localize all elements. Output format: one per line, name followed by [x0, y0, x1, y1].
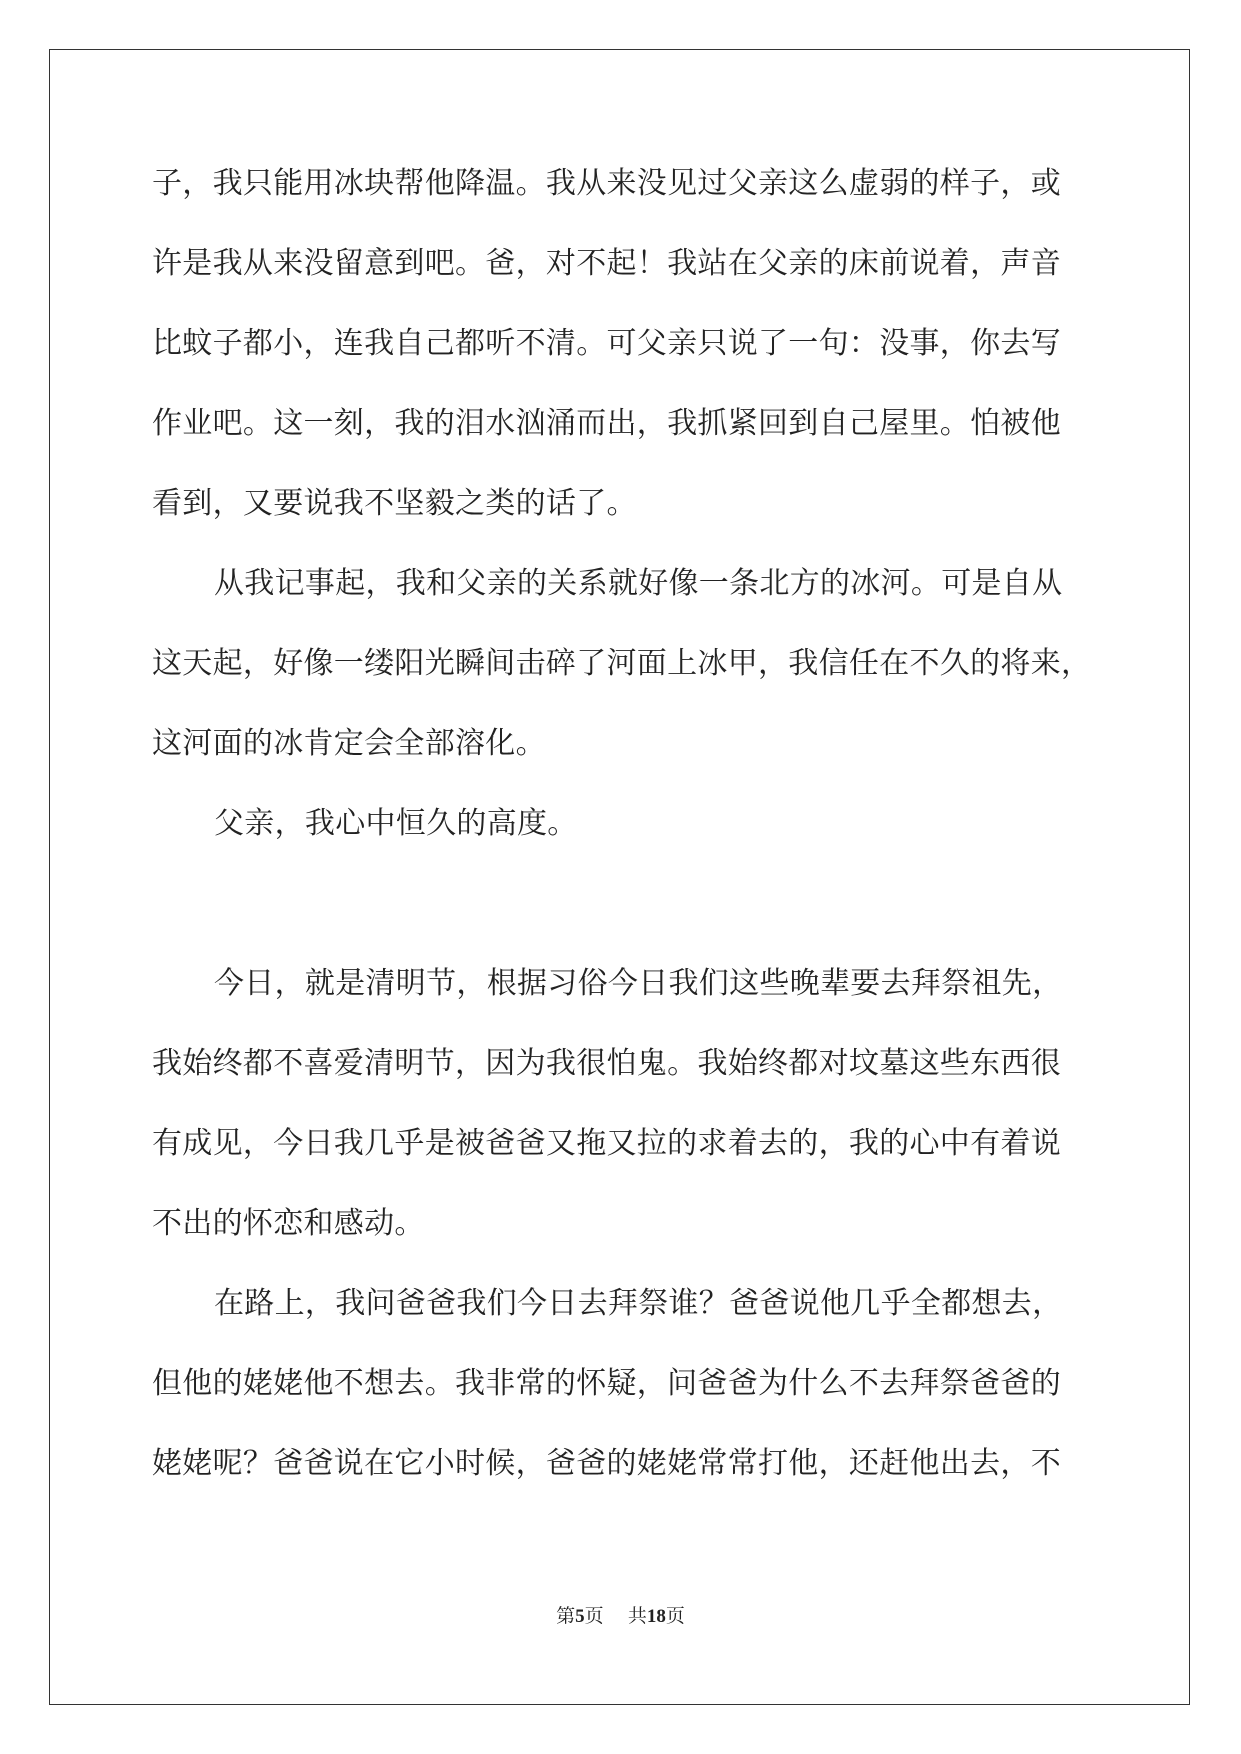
document-body [152, 164, 1090, 1524]
text-line: 从我记事起，我和父亲的关系就好像一条北方的冰河。可是自从 [214, 566, 1063, 601]
text-line: 作业吧。这一刻，我的泪水汹涌而出，我抓紧回到自己屋里。怕被他 [152, 406, 1061, 441]
text-line: 不出的怀恋和感动。 [152, 1206, 425, 1241]
text-line: 比蚊子都小，连我自己都听不清。可父亲只说了一句：没事，你去写 [152, 326, 1061, 361]
text-line: 在路上，我问爸爸我们今日去拜祭谁？爸爸说他几乎全都想去， [214, 1286, 1063, 1321]
text-line: 我始终都不喜爱清明节，因为我很怕鬼。我始终都对坟墓这些东西很 [152, 1046, 1061, 1081]
footer-total-suffix: 页 [665, 1605, 685, 1627]
footer-page-suffix: 页 [584, 1605, 604, 1627]
text-line: 看到，又要说我不坚毅之类的话了。 [152, 486, 637, 521]
text-line: 姥姥呢？爸爸说在它小时候，爸爸的姥姥常常打他，还赶他出去，不 [152, 1446, 1061, 1481]
text-line: 父亲，我心中恒久的高度。 [214, 806, 578, 841]
total-page-count: 18 [646, 1606, 666, 1627]
page-footer [0, 1604, 1241, 1629]
text-line: 有成见，今日我几乎是被爸爸又拖又拉的求着去的，我的心中有着说 [152, 1126, 1061, 1161]
text-line: 今日，就是清明节，根据习俗今日我们这些晚辈要去拜祭祖先， [214, 966, 1063, 1001]
footer-prefix: 第 [556, 1605, 576, 1627]
text-line: 这河面的冰肯定会全部溶化。 [152, 726, 546, 761]
section-gap [152, 884, 1090, 964]
text-line: 子，我只能用冰块帮他降温。我从来没见过父亲这么虚弱的样子，或 [152, 166, 1061, 201]
footer-total-prefix: 共 [627, 1605, 647, 1627]
text-line: 但他的姥姥他不想去。我非常的怀疑，问爸爸为什么不去拜祭爸爸的 [152, 1366, 1061, 1401]
current-page-number: 5 [575, 1606, 585, 1627]
text-line: 这天起，好像一缕阳光瞬间击碎了河面上冰甲，我信任在不久的将来， [152, 646, 1092, 681]
text-line: 许是我从来没留意到吧。爸，对不起！我站在父亲的床前说着，声音 [152, 246, 1061, 281]
